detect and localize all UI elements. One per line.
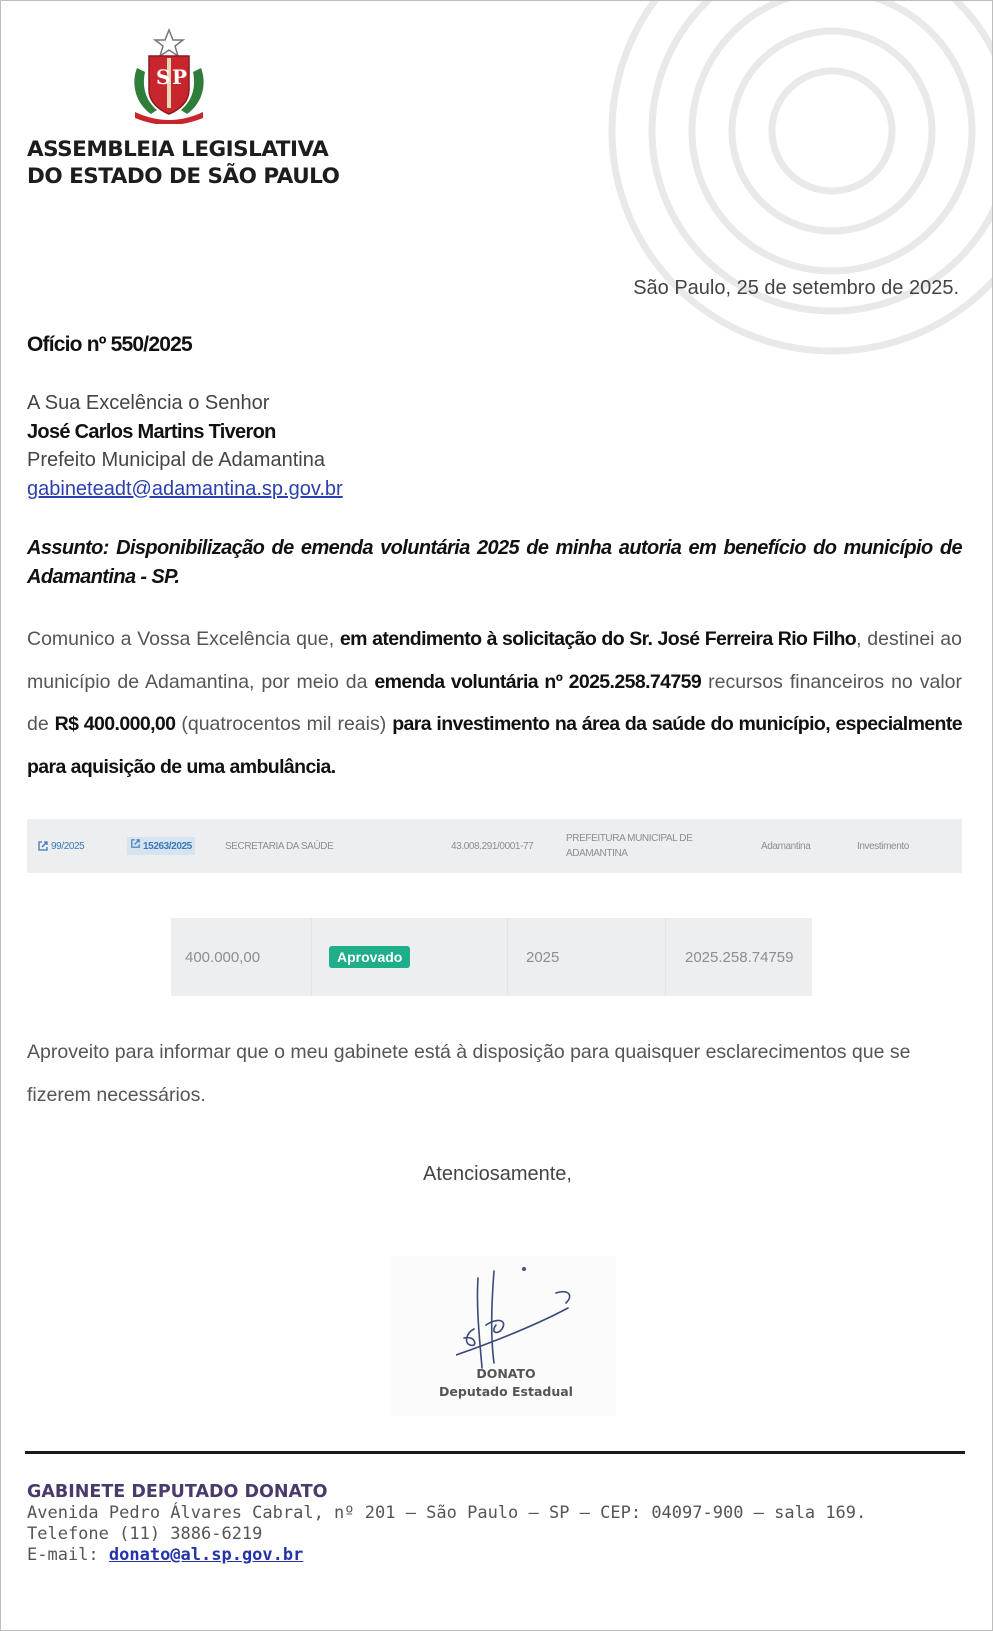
signatory-role: Deputado Estadual (439, 1384, 573, 1399)
body-text-3: recursos financeiros no valor de (27, 670, 962, 735)
body-bold-amendment-number: emenda voluntária nº 2025.258.74759 (374, 670, 702, 693)
external-link-icon (130, 838, 141, 849)
status-badge: Aprovado (329, 946, 410, 968)
amendment-department: SECRETARIA DA SAÚDE (225, 840, 334, 852)
watermark-circles (532, 0, 993, 381)
amendment-ref-1: 99/2025 (51, 840, 85, 852)
body-text-1: Comunico a Vossa Excelência que, (27, 628, 340, 650)
amendment-ref-link-1[interactable] (37, 819, 84, 873)
institution-line-1: ASSEMBLEIA LEGISLATIVA (27, 137, 329, 162)
valediction: Atenciosamente, (423, 1163, 572, 1185)
amendment-code: 2025.258.74759 (685, 948, 794, 966)
recipient-name: José Carlos Martins Tiveron (27, 420, 276, 443)
recipient-title: Prefeito Municipal de Adamantina (27, 449, 325, 471)
footer-phone: Telefone (11) 3886-6219 (27, 1524, 263, 1544)
amendment-type: Investimento (857, 840, 909, 852)
amendment-ref-link-2[interactable] (127, 819, 195, 873)
external-link-icon (37, 840, 49, 852)
letter-subject: Assunto: Disponibilização de emenda voluntária 2025 de minha autoria em benefício do município de Adamantina - SP. (27, 537, 962, 588)
institution-line-2: DO ESTADO DE SÃO PAULO (27, 164, 340, 189)
signature-caption (421, 1365, 591, 1401)
footer-block (27, 1482, 866, 1566)
amendment-details-row (27, 819, 962, 873)
body-bold-amount: R$ 400.000,00 (54, 713, 176, 735)
body-bold-purpose: para investimento na área da saúde do município, especialmente para aquisição de uma ambulância. (27, 713, 963, 778)
footer-email-label: E-mail: (27, 1545, 109, 1565)
signatory-name: DONATO (476, 1366, 536, 1381)
amendment-entity: PREFEITURA MUNICIPAL DE ADAMANTINA (566, 833, 693, 859)
body-text-4: (quatrocentos mil reais) (175, 713, 393, 735)
footer-email-line (27, 1545, 866, 1566)
cell-divider (311, 918, 312, 996)
amendment-status-row (171, 918, 812, 996)
footer-divider (25, 1451, 965, 1454)
handwritten-signature (456, 1263, 586, 1373)
amendment-ref-2: 15263/2025 (143, 841, 192, 852)
amendment-city: Adamantina (761, 840, 811, 852)
amendment-amount: 400.000,00 (185, 948, 261, 966)
letter-number: Ofício nº 550/2025 (27, 333, 192, 356)
footer-email-link[interactable]: donato@al.sp.gov.br (108, 1545, 304, 1565)
amendment-year: 2025 (526, 948, 560, 966)
recipient-salutation: A Sua Excelência o Senhor (27, 392, 270, 414)
svg-text:S: S (156, 65, 171, 89)
cell-divider (507, 918, 508, 996)
amendment-cnpj: 43.008.291/0001-77 (451, 840, 534, 852)
closing-paragraph: Aproveito para informar que o meu gabinete está à disposição para quaisquer esclarecimentos que se fizerem necessários. (27, 1041, 911, 1106)
body-text-2: , destinei ao município de Adamantina, por meio da (27, 628, 962, 693)
body-bold-request: em atendimento à solicitação do Sr. José Ferreira Rio Filho (339, 628, 857, 650)
letter-date: São Paulo, 25 de setembro de 2025. (633, 277, 959, 299)
amendment-status-cell (329, 918, 410, 996)
letter-body-paragraph (27, 618, 962, 788)
svg-text:P: P (172, 65, 188, 89)
footer-office-name: GABINETE DEPUTADO DONATO (27, 1482, 328, 1502)
amendment-ref-2-badge (127, 837, 195, 855)
institution-name (27, 136, 339, 190)
sp-state-crest-icon (127, 28, 211, 124)
footer-address: Avenida Pedro Álvares Cabral, nº 201 – São Paulo – SP – CEP: 04097-900 – sala 169. (27, 1503, 867, 1523)
recipient-block (27, 389, 343, 503)
recipient-email-link[interactable]: gabineteadt@adamantina.sp.gov.br (27, 477, 343, 500)
cell-divider (665, 918, 666, 996)
